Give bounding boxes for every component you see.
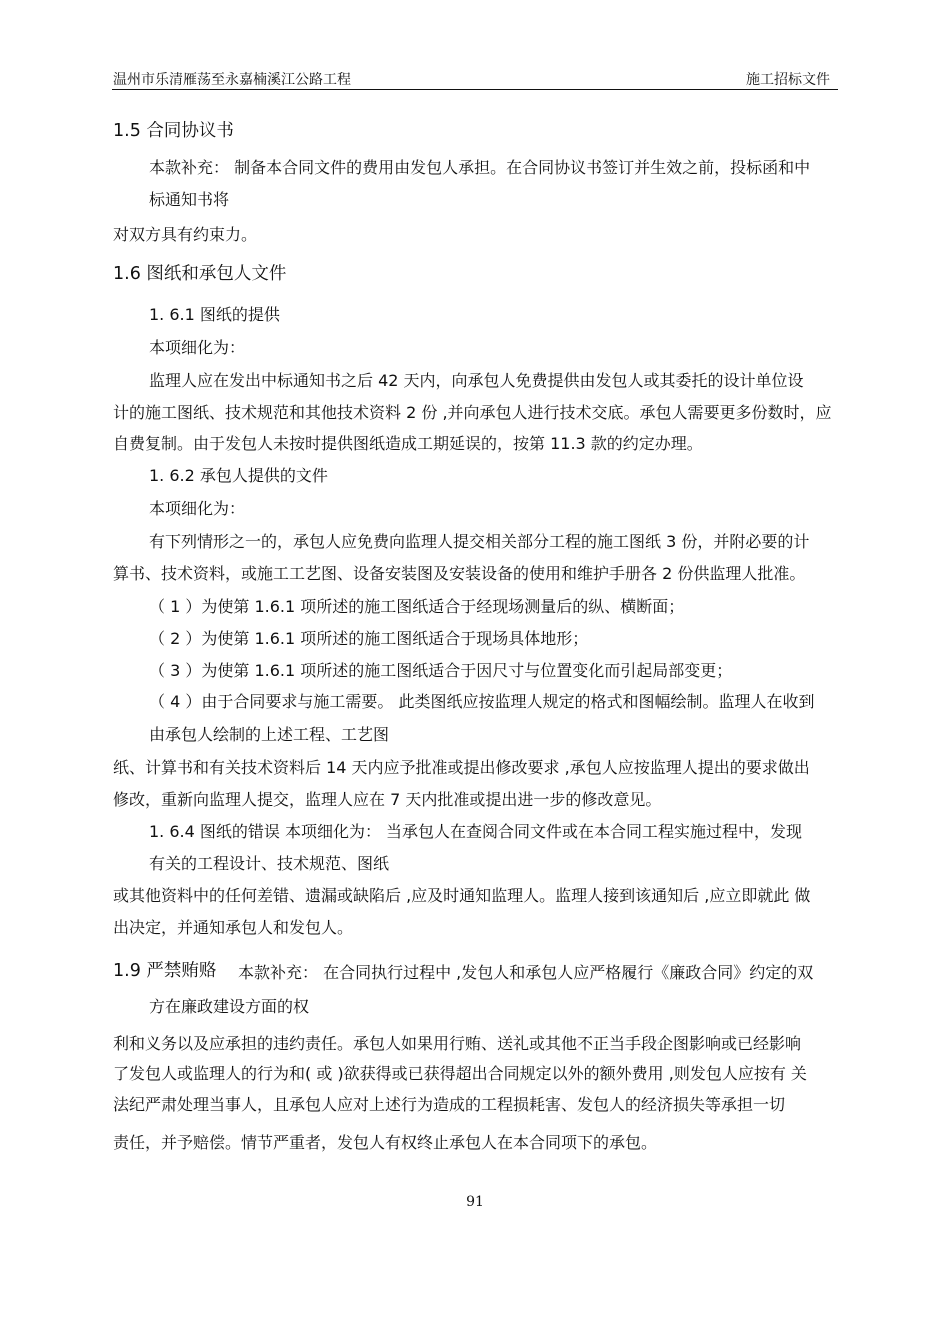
list-item: （ 1 ）为使第 1.6.1 项所述的施工图纸适合于经现场测量后的纵、横断面；: [149, 597, 685, 616]
paragraph-line: 了发包人或监理人的行为和( 或 )欲获得或已获得超出合同规定以外的额外费用 ,则发包人应按有 关: [113, 1064, 807, 1083]
paragraph-line: 本项细化为：: [149, 338, 246, 357]
list-item: （ 3 ）为使第 1.6.1 项所述的施工图纸适合于因尺寸与位置变化而引起局部变更；: [149, 661, 733, 680]
paragraph-line: 修改，重新向监理人提交，监理人应在 7 天内批准或提出进一步的修改意见。: [113, 790, 662, 809]
list-item: （ 2 ）为使第 1.6.1 项所述的施工图纸适合于现场具体地形；: [149, 629, 589, 648]
paragraph-line: 本款补充： 在合同执行过程中 ,发包人和承包人应严格履行《廉政合同》约定的双: [238, 963, 814, 982]
page-number: 91: [466, 1194, 484, 1210]
paragraph-line: 或其他资料中的任何差错、遗漏或缺陷后 ,应及时通知监理人。监理人接到该通知后 ,应立即就此 做: [113, 886, 811, 905]
list-item: （ 4 ）由于合同要求与施工需要。 此类图纸应按监理人规定的格式和图幅绘制。监理人在收到: [149, 692, 815, 711]
paragraph-line: 责任，并予赔偿。情节严重者，发包人有权终止承包人在本合同项下的承包。: [113, 1133, 658, 1152]
subheading-1-6-2: 1. 6.2 承包人提供的文件: [149, 466, 328, 485]
paragraph-line: 自费复制。由于发包人未按时提供图纸造成工期延误的，按第 11.3 款的约定办理。: [113, 434, 703, 453]
paragraph-line: 本款补充： 制备本合同文件的费用由发包人承担。在合同协议书签订并生效之前，投标函和中: [149, 158, 811, 177]
paragraph-line: 法纪严肃处理当事人，且承包人应对上述行为造成的工程损耗害、发包人的经济损失等承担一切: [113, 1095, 786, 1114]
paragraph-line: 计的施工图纸、技术规范和其他技术资料 2 份 ,并向承包人进行技术交底。承包人需要更多份数时，应: [113, 403, 832, 422]
paragraph-line: 出决定，并通知承包人和发包人。: [113, 918, 354, 937]
header-rule: [112, 89, 838, 90]
paragraph-line: 利和义务以及应承担的违约责任。承包人如果用行贿、送礼或其他不正当手段企图影响或已经影响: [113, 1034, 802, 1053]
paragraph-line: 纸、计算书和有关技术资料后 14 天内应予批准或提出修改要求 ,承包人应按监理人提出的要求做出: [113, 758, 810, 777]
subheading-1-6-4: 1. 6.4 图纸的错误 本项细化为： 当承包人在查阅合同文件或在本合同工程实施过程中，发现: [149, 822, 803, 841]
page-header-doc-type: 施工招标文件: [746, 72, 830, 88]
paragraph-line: 有下列情形之一的，承包人应免费向监理人提交相关部分工程的施工图纸 3 份，并附必要的计: [149, 532, 810, 551]
paragraph-line: 本项细化为：: [149, 499, 246, 518]
paragraph-line: 监理人应在发出中标通知书之后 42 天内，向承包人免费提供由发包人或其委托的设计单位设: [149, 371, 804, 390]
paragraph-line: 标通知书将: [149, 190, 230, 209]
paragraph-line: 对双方具有约束力。: [113, 225, 258, 244]
paragraph-line: 有关的工程设计、技术规范、图纸: [149, 854, 390, 873]
heading-1-6: 1.6 图纸和承包人文件: [113, 264, 287, 284]
paragraph-line: 算书、技术资料，或施工工艺图、设备安装图及安装设备的使用和维护手册各 2 份供监理人批准。: [113, 564, 806, 583]
heading-1-5: 1.5 合同协议书: [113, 121, 234, 141]
subheading-1-6-1: 1. 6.1 图纸的提供: [149, 305, 280, 324]
paragraph-line: 由承包人绘制的上述工程、工艺图: [149, 725, 390, 744]
heading-1-9: 1.9 严禁贿赂: [113, 961, 217, 981]
page-header-title: 温州市乐清雁荡至永嘉楠溪江公路工程: [113, 72, 351, 88]
paragraph-line: 方在廉政建设方面的权: [149, 997, 310, 1016]
